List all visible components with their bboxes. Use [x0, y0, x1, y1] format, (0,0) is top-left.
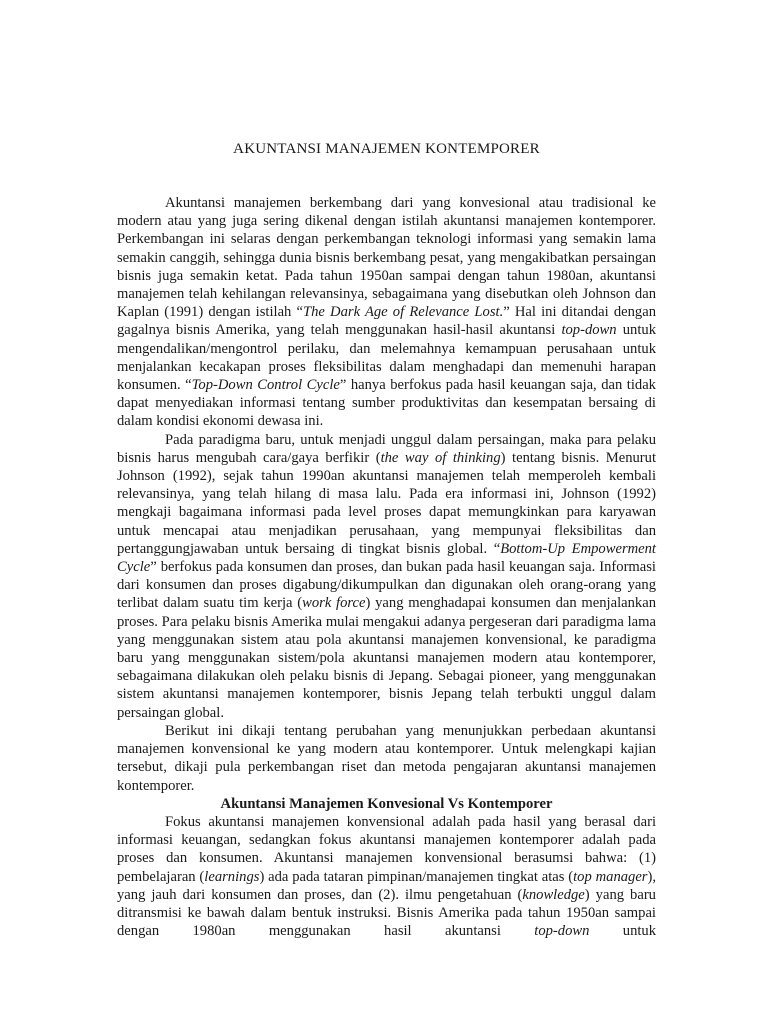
paragraph: [117, 722, 656, 795]
text-run: Akuntansi manajemen berkembang dari yang konvesional atau tradisional ke modern atau yang juga sering dikenal dengan istilah akuntansi manajemen kontemporer. Perkembangan ini selaras dengan perkembangan teknologi informasi yang semakin lama semakin canggih, sehingga dunia bisnis berkembang pesat, yang mengakibatkan persaingan bisnis juga semakin ketat. Pada tahun 1950an sampai dengan tahun 1980an, akuntansi manajemen telah kehilangan relevansinya, sebagaimana yang disebutkan oleh Johnson dan Kaplan (1991) dengan istilah “: [117, 195, 656, 321]
italic-term: top manager: [573, 868, 648, 885]
text-run: ), yang jauh dari konsumen dan proses, dan (2). ilmu pengetahuan (: [117, 868, 657, 903]
italic-term: the way of thinking: [380, 449, 501, 466]
italic-term: The Dark Age of Relevance Lost.: [303, 304, 504, 321]
paragraph: [117, 813, 656, 940]
text-run: Pada paradigma baru, untuk menjadi unggul dalam persaingan, maka para pelaku bisnis harus mengubah cara/gaya berfikir (: [117, 431, 656, 466]
document-body: [117, 194, 656, 940]
text-run: Akuntansi Manajemen Konvesional Vs Kontemporer: [220, 795, 553, 812]
text-run: ) yang menghadapai konsumen dan menjalankan proses. Para pelaku bisnis Amerika mulai mengakui adanya pergeseran dari paradigma lama yang menggunakan sistem atau pola akuntansi manajemen konvensional, ke paradigma baru yang menggunakan sistem/pola akuntansi manajemen modern atau kontemporer, sebagaimana dilakukan oleh pelaku bisnis di Jepang. Sebagai pioneer, yang menggunakan sistem akuntansi manajemen kontemporer, bisnis Jepang telah terbukti unggul dalam persaingan global.: [117, 595, 656, 721]
italic-term: work force: [302, 595, 366, 612]
document-title: AKUNTANSI MANAJEMEN KONTEMPORER: [233, 141, 540, 157]
italic-term: Bottom-Up Empowerment Cycle: [117, 540, 656, 576]
text-run: ) yang baru ditransmisi ke bawah dalam bentuk instruksi. Bisnis Amerika pada tahun 1950an sampai dengan 1980an menggunakan hasil akuntansi: [117, 886, 656, 940]
text-run: untuk mengendalikan/mengontrol perilaku, dan melemahnya kemampuan perusahaan untuk menjalankan kecakapan proses fleksibilitas dalam menghadapi dan memenuhi harapan konsumen. “: [117, 322, 656, 394]
paragraph: [117, 431, 656, 722]
text-run: untuk: [589, 923, 657, 940]
italic-term: top-down: [561, 322, 617, 339]
section-heading: [117, 795, 656, 813]
text-run: ) ada pada tataran pimpinan/manajemen tingkat atas (: [259, 868, 574, 885]
italic-term: knowledge: [522, 886, 585, 903]
text-run: Fokus akuntansi manajemen konvensional adalah pada hasil yang berasal dari informasi keuangan, sedangkan fokus akuntansi manajemen kontemporer adalah pada proses dan konsumen. Akuntansi manajemen konvensional berasumsi bahwa: (1) pembelajaran (: [117, 813, 656, 885]
text-run: ” Hal ini ditandai dengan gagalnya bisnis Amerika, yang telah menggunakan hasil-hasil akuntansi: [117, 304, 656, 339]
paragraph: [117, 194, 656, 431]
text-run: ” berfokus pada konsumen dan proses, dan bukan pada hasil keuangan saja. Informasi dari konsumen dan proses digabung/dikumpulkan dan digunakan oleh orang-orang yang terlibat dalam suatu tim kerja (: [117, 559, 656, 612]
text-run: Berikut ini dikaji tentang perubahan yang menunjukkan perbedaan akuntansi manajemen konvensional ke yang modern atau kontemporer. Untuk melengkapi kajian tersebut, dikaji pula perkembangan riset dan metoda pengajaran akuntansi manajemen kontemporer.: [117, 722, 656, 794]
text-run: ” hanya berfokus pada hasil keuangan saja, dan tidak dapat menyediakan informasi tentang sumber produktivitas dan kesempatan bersaing di dalam kondisi ekonomi dewasa ini.: [117, 377, 656, 430]
italic-term: top-down: [534, 923, 590, 940]
text-run: ) tentang bisnis. Menurut Johnson (1992), sejak tahun 1990an akuntansi manajemen telah memperoleh kembali relevansinya, yang telah hilang di masa lalu. Pada era informasi ini, Johnson (1992) mengkaji bagaimana informasi pada level proses dapat memungkinkan para karyawan untuk mencapai atau menjadikan perusahaan, yang mempunyai fleksibilitas dan pertanggungjawaban untuk bersaing di tingkat bisnis global. “: [117, 449, 656, 557]
italic-term: Top-Down Control Cycle: [191, 377, 340, 394]
italic-term: learnings: [204, 868, 260, 885]
